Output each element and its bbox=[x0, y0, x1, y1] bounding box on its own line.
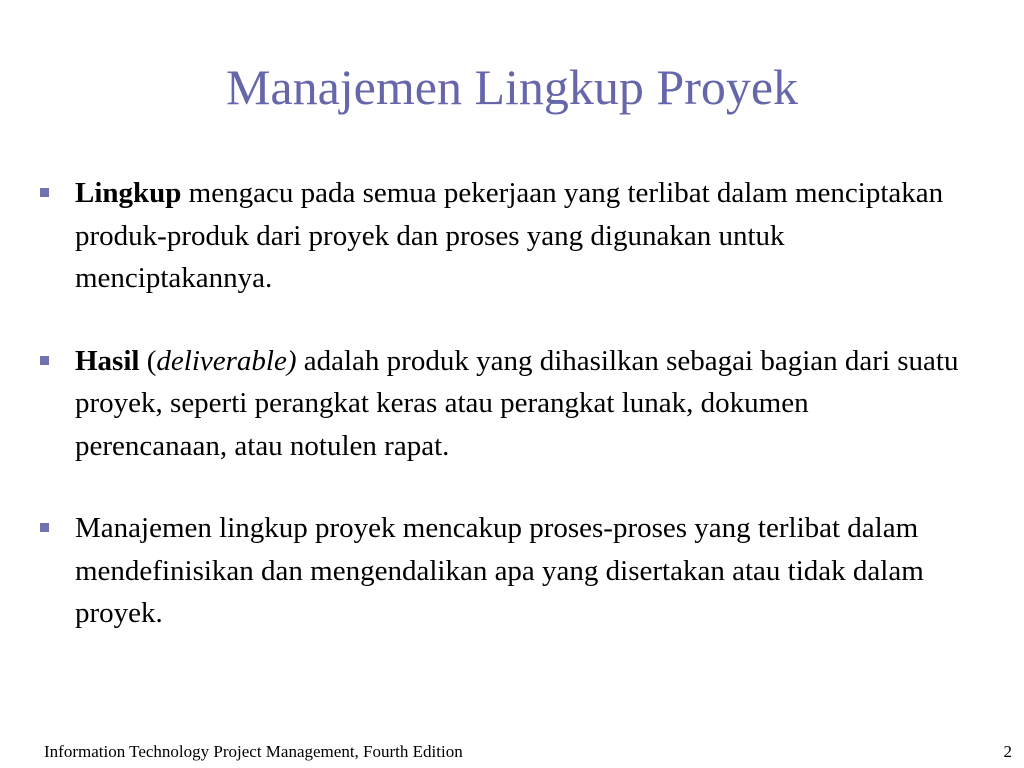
term-deliverable-english: deliverable) bbox=[156, 344, 297, 377]
square-bullet-icon bbox=[40, 523, 49, 532]
bullet-item-scope-management bbox=[0, 507, 1024, 635]
footer-source: Information Technology Project Management, Fourth Edition bbox=[44, 742, 463, 761]
term-deliverable: Hasil bbox=[75, 344, 140, 377]
bullet-item-scope bbox=[0, 172, 1024, 300]
open-paren: ( bbox=[139, 344, 157, 377]
term-scope: Lingkup bbox=[75, 177, 182, 209]
square-bullet-icon bbox=[40, 188, 49, 197]
bullet-text: mengacu pada semua pekerjaan yang terlibat dalam menciptakan produk-produk dari proyek dan proses yang digunakan untuk menciptakannya. bbox=[75, 177, 944, 294]
bullet-text: adalah produk yang dihasilkan sebagai bagian dari suatu proyek, seperti perangkat keras atau perangkat lunak, dokumen perencanaan, atau notulen rapat. bbox=[75, 344, 959, 462]
square-bullet-icon bbox=[40, 356, 49, 365]
page-number: 2 bbox=[1003, 742, 1012, 761]
bullet-text: Manajemen lingkup proyek mencakup proses-proses yang terlibat dalam mendefinisikan dan mengendalikan apa yang disertakan atau tidak dalam proyek. bbox=[75, 512, 924, 629]
slide-title: Manajemen Lingkup Proyek bbox=[225, 59, 799, 115]
bullet-item-deliverable bbox=[0, 340, 1024, 468]
bullet-list bbox=[0, 172, 1024, 675]
